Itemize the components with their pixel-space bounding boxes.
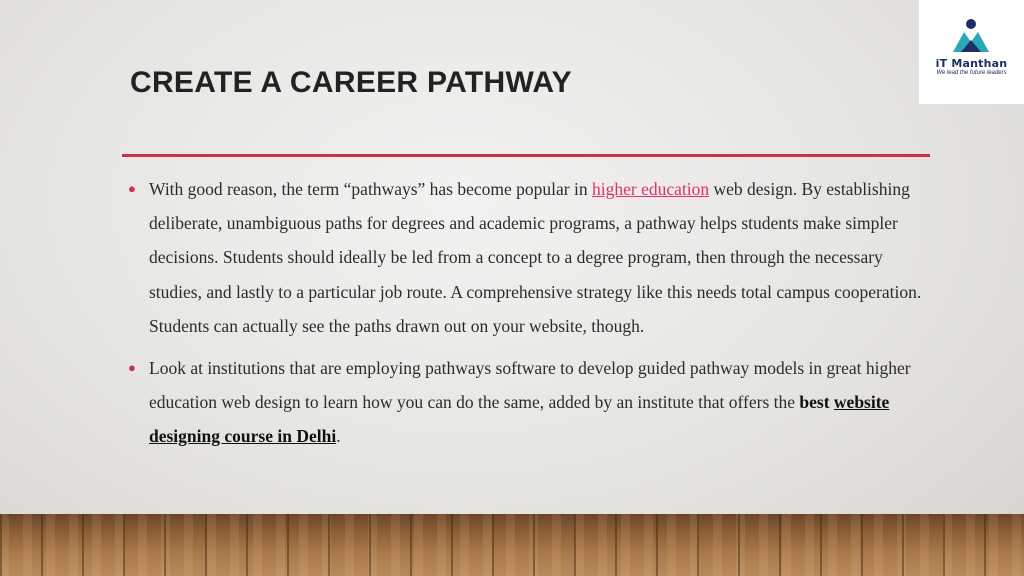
logo-tagline: We lead the future leaders <box>936 70 1007 76</box>
bullet-item <box>128 172 928 343</box>
mountain-peak-logo-icon <box>951 18 991 56</box>
slide-title: CREATE A CAREER PATHWAY <box>130 66 572 99</box>
company-logo <box>919 0 1024 104</box>
bullet-text: . <box>336 426 341 447</box>
bullet-icon: ● <box>128 181 136 196</box>
bullet-item <box>128 351 928 454</box>
bullet-text: Look at institutions that are employing pathways software to develop guided pathway models in great higher education web design to learn how you can do the same, added by an institute that offers the <box>149 358 911 413</box>
higher-education-link[interactable]: higher education <box>591 179 710 199</box>
bullet-text: web design. By establishing deliberate, unambiguous paths for degrees and academic programs, a pathway helps students make simpler decisions. Students should ideally be led from a concept to a degree program, then through the necessary studies, and lastly to a particular job route. A comprehensive strategy like this needs total campus cooperation. Students can actually see the paths drawn out on your website, though. <box>149 179 922 336</box>
bold-text: best <box>799 392 830 413</box>
course-link[interactable]: website designing course in Delhi <box>149 392 890 447</box>
logo-name: iT Manthan <box>935 57 1008 70</box>
wooden-floor-decoration <box>0 514 1024 576</box>
bullet-icon: ● <box>128 360 136 376</box>
bullet-text: With good reason, the term “pathways” has become popular in <box>149 179 592 199</box>
title-divider <box>122 154 930 157</box>
bullet-list <box>128 172 928 462</box>
